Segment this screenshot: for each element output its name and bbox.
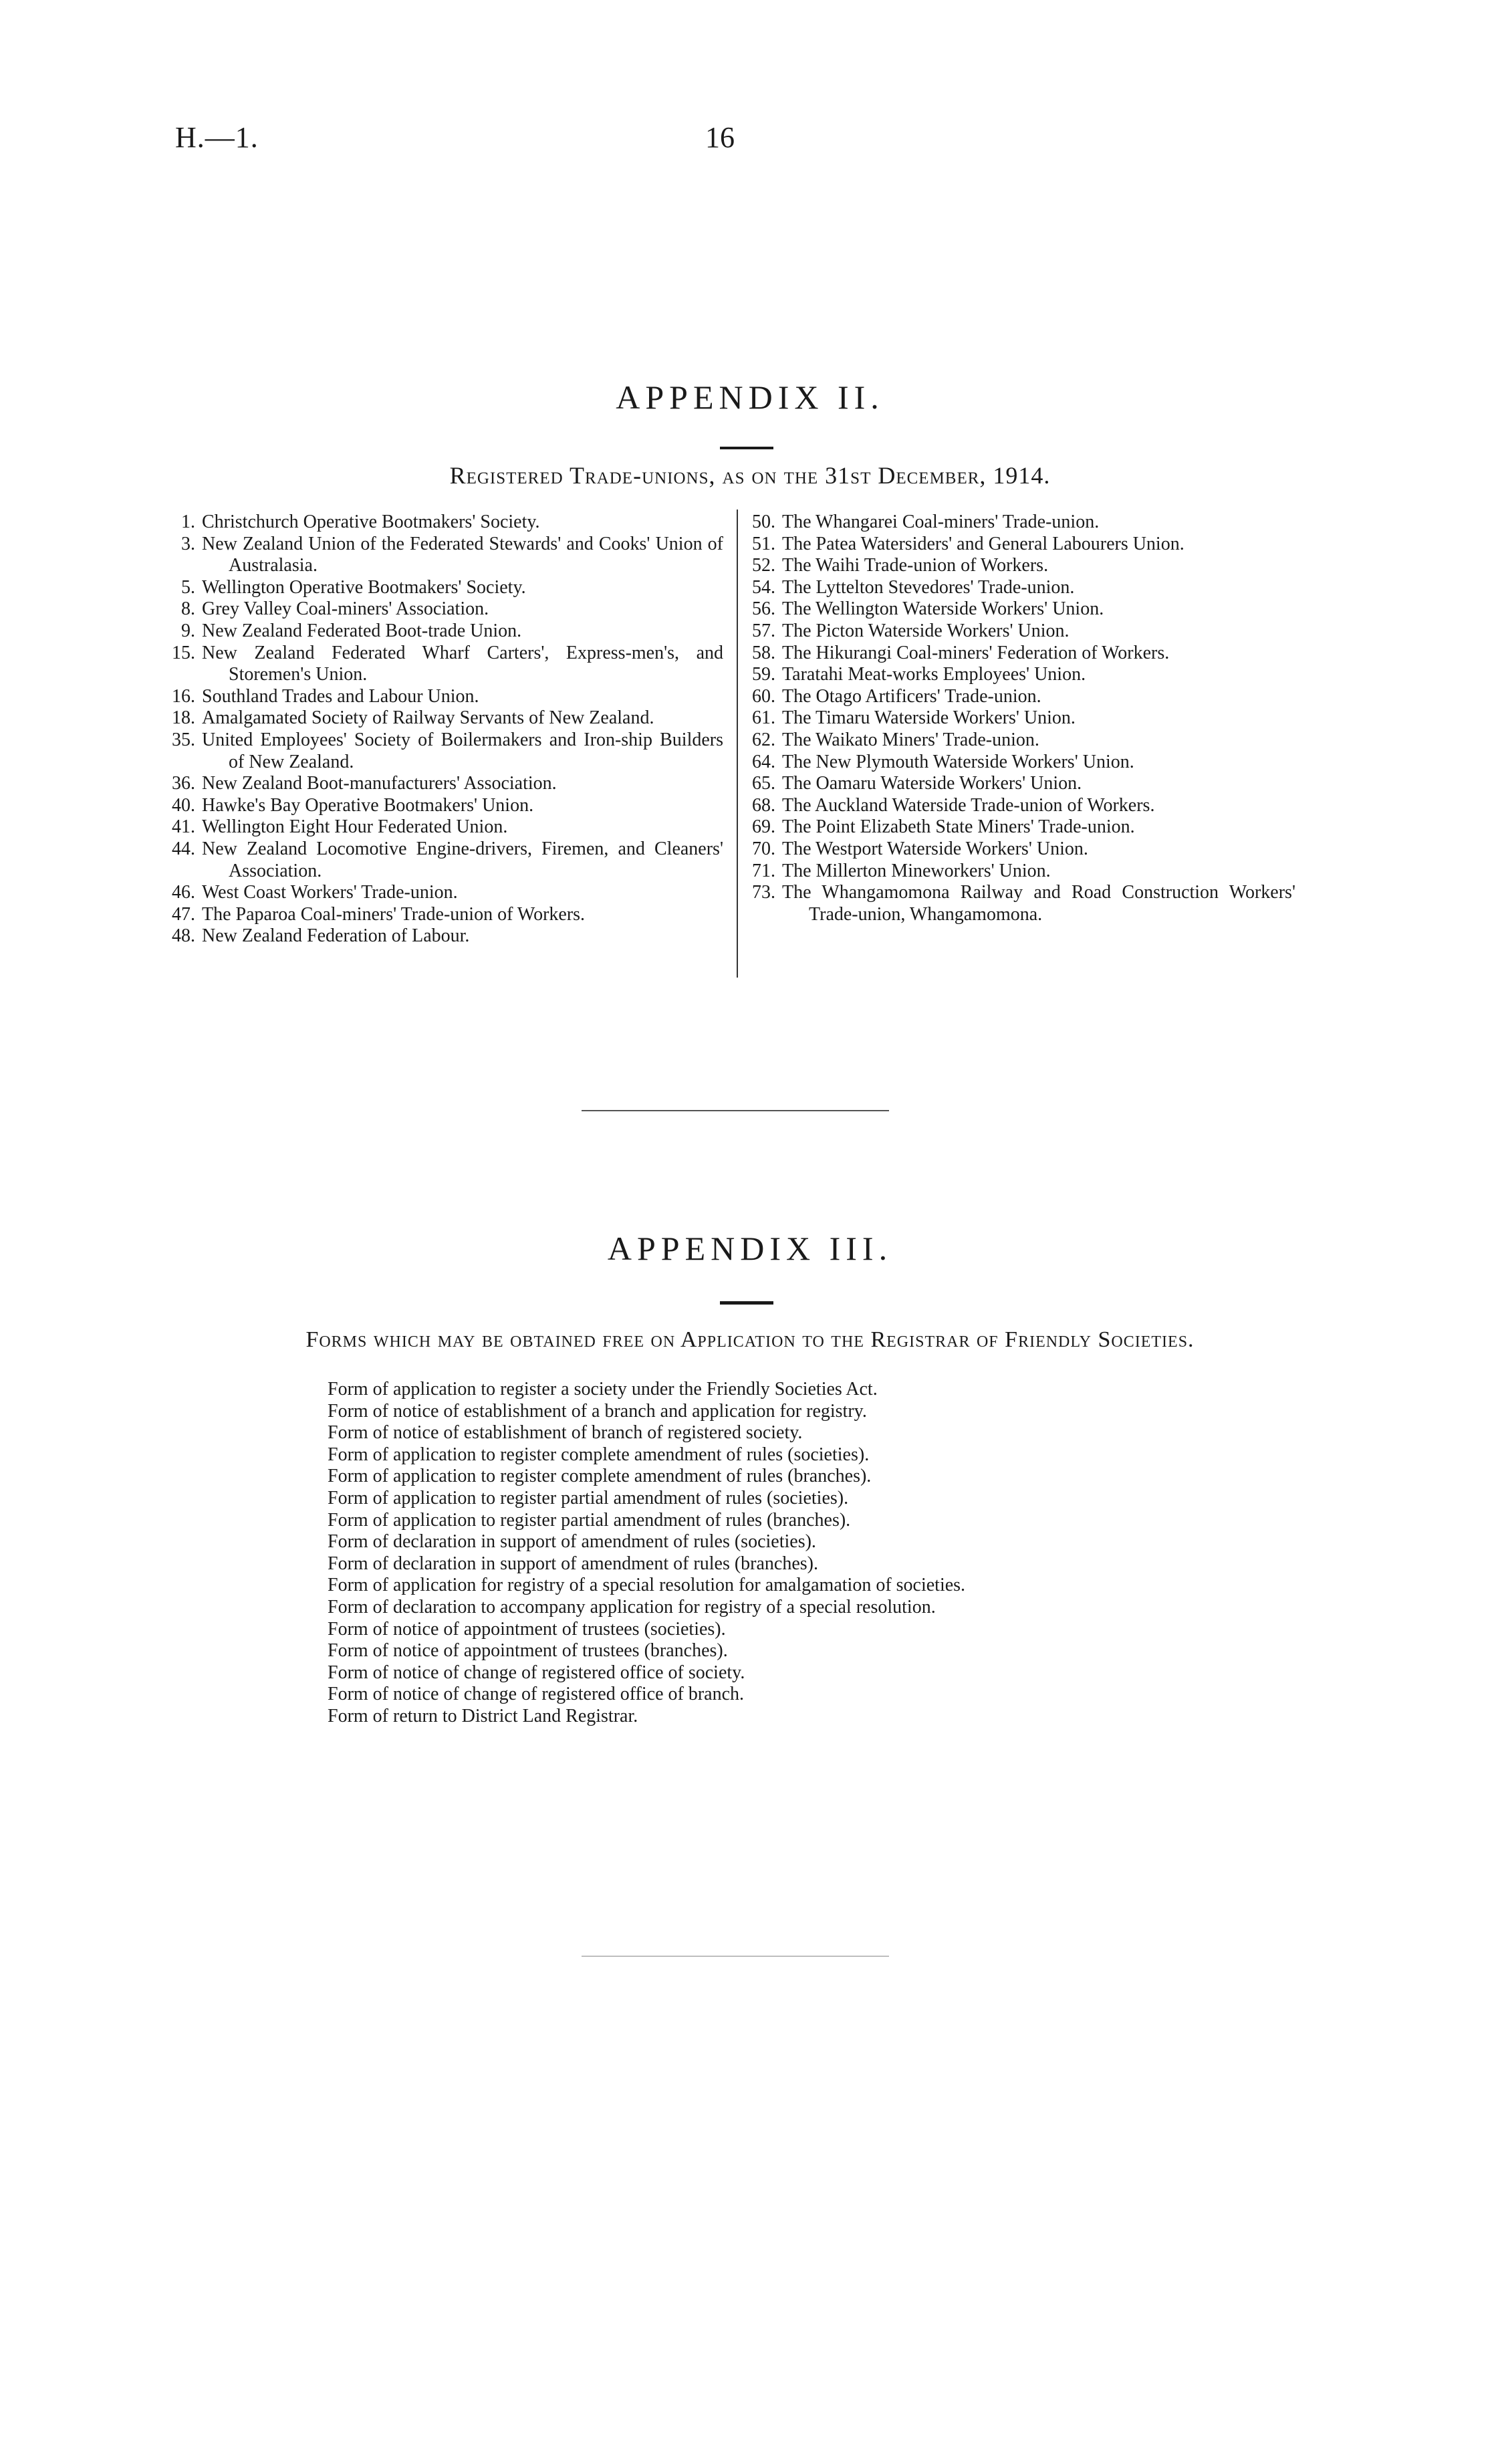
form-item: Form of notice of establishment of a branch and application for registry. <box>328 1400 867 1422</box>
form-item: Form of notice of change of registered office of society. <box>328 1662 745 1683</box>
entry-number: 61. <box>752 707 775 729</box>
trade-union-entry <box>741 773 1295 795</box>
document-code: H.—1. <box>175 121 259 154</box>
trade-union-entry <box>741 534 1295 556</box>
trade-union-entry <box>160 925 723 947</box>
trade-union-entry <box>741 621 1295 643</box>
entry-number: 40. <box>172 794 195 816</box>
page-number: 16 <box>705 121 735 154</box>
trade-union-entry <box>160 882 723 904</box>
trade-union-entry <box>741 577 1295 599</box>
entry-number: 3. <box>181 533 195 554</box>
entry-text: West Coast Workers' Trade-union. <box>202 882 458 903</box>
trade-unions-right-column <box>741 512 1295 925</box>
entry-number: 58. <box>752 642 775 663</box>
column-divider <box>737 510 738 978</box>
entry-number: 44. <box>172 838 195 859</box>
entry-text: New Zealand Union of the Federated Stewards' and Cooks' Union of Australasia. <box>202 533 723 576</box>
entry-number: 56. <box>752 598 775 620</box>
entry-text: The Point Elizabeth State Miners' Trade-union. <box>782 816 1135 838</box>
form-item: Form of application to register complete amendment of rules (branches). <box>328 1466 872 1487</box>
form-item: Form of notice of appointment of trustees (branches). <box>328 1640 728 1662</box>
trade-union-entry <box>741 838 1295 861</box>
entry-text: The Paparoa Coal-miners' Trade-union of Workers. <box>202 903 586 925</box>
trade-union-entry <box>160 512 723 534</box>
entry-text: Wellington Operative Bootmakers' Society. <box>202 576 526 598</box>
entry-text: New Zealand Federated Wharf Carters', Express-men's, and Storemen's Union. <box>202 642 723 685</box>
entry-number: 41. <box>172 816 195 838</box>
trade-union-entry <box>160 643 723 686</box>
entry-text: New Zealand Federation of Labour. <box>202 925 470 947</box>
entry-text: Christchurch Operative Bootmakers' Society. <box>202 512 540 532</box>
trade-union-entry <box>741 795 1295 817</box>
trade-union-entry <box>741 512 1295 534</box>
trade-union-entry <box>741 752 1295 774</box>
trade-union-entry <box>160 707 723 730</box>
trade-union-entry <box>741 816 1295 838</box>
appendix-iii-title: APPENDIX III. <box>607 1230 893 1267</box>
entry-text: The Waikato Miners' Trade-union. <box>782 729 1039 750</box>
entry-number: 64. <box>752 751 775 772</box>
trade-union-entry <box>160 816 723 838</box>
entry-text: The Wellington Waterside Workers' Union. <box>782 598 1104 620</box>
entry-number: 51. <box>752 533 775 554</box>
appendix-iii-subtitle: Forms which may be obtained free on Application to the Registrar of Friendly Societies. <box>305 1327 1195 1352</box>
trade-union-entry <box>741 882 1295 925</box>
entry-number: 46. <box>172 882 195 903</box>
trade-union-entry <box>160 904 723 926</box>
form-item: Form of return to District Land Registrar. <box>328 1705 638 1726</box>
trade-union-entry <box>160 773 723 795</box>
forms-list <box>328 1379 1263 1728</box>
entry-number: 1. <box>181 512 195 532</box>
entry-number: 52. <box>752 555 775 576</box>
entry-number: 5. <box>181 576 195 598</box>
entry-text: Hawke's Bay Operative Bootmakers' Union. <box>202 794 534 816</box>
entry-text: New Zealand Federated Boot-trade Union. <box>202 620 522 641</box>
entry-text: Wellington Eight Hour Federated Union. <box>202 816 508 838</box>
entry-text: New Zealand Locomotive Engine-drivers, Firemen, and Cleaners' Association. <box>202 838 723 881</box>
trade-union-entry <box>741 643 1295 665</box>
form-item: Form of notice of appointment of trustees (societies). <box>328 1618 726 1640</box>
trade-union-entry <box>741 686 1295 708</box>
section-separator <box>582 1110 889 1111</box>
trade-union-entry <box>741 664 1295 686</box>
entry-text: The Whangarei Coal-miners' Trade-union. <box>782 512 1100 532</box>
trade-union-entry <box>741 598 1295 621</box>
entry-number: 65. <box>752 773 775 794</box>
entry-number: 62. <box>752 729 775 750</box>
entry-text: Amalgamated Society of Railway Servants of New Zealand. <box>202 707 654 729</box>
entry-text: The Auckland Waterside Trade-union of Workers. <box>782 794 1155 816</box>
entry-text: Grey Valley Coal-miners' Association. <box>202 598 489 620</box>
form-item: Form of application to register partial amendment of rules (branches). <box>328 1509 851 1531</box>
entry-text: The Westport Waterside Workers' Union. <box>782 838 1088 859</box>
trade-union-entry <box>160 621 723 643</box>
trade-union-entry <box>160 686 723 708</box>
entry-number: 35. <box>172 729 195 750</box>
entry-text: The Whangamomona Railway and Road Construction Workers' Trade-union, Whangamomona. <box>782 882 1295 925</box>
form-item: Form of application to register a society under the Friendly Societies Act. <box>328 1379 878 1399</box>
entry-text: New Zealand Boot-manufacturers' Association. <box>202 773 557 794</box>
entry-text: The Oamaru Waterside Workers' Union. <box>782 773 1082 794</box>
entry-text: The Otago Artificers' Trade-union. <box>782 685 1041 707</box>
trade-union-entry <box>160 534 723 577</box>
form-item: Form of application to register complete amendment of rules (societies). <box>328 1444 870 1465</box>
form-item: Form of application to register partial amendment of rules (societies). <box>328 1487 849 1508</box>
entry-number: 70. <box>752 838 775 859</box>
entry-text: The Patea Watersiders' and General Labourers Union. <box>782 533 1184 554</box>
entry-number: 16. <box>172 685 195 707</box>
entry-number: 71. <box>752 860 775 881</box>
entry-text: Southland Trades and Labour Union. <box>202 685 479 707</box>
entry-number: 59. <box>752 664 775 685</box>
entry-text: The New Plymouth Waterside Workers' Union. <box>782 751 1134 772</box>
trade-union-entry <box>741 555 1295 577</box>
entry-number: 48. <box>172 925 195 947</box>
entry-number: 8. <box>181 598 195 620</box>
entry-number: 50. <box>752 512 775 532</box>
entry-number: 54. <box>752 576 775 598</box>
entry-number: 73. <box>752 882 775 903</box>
entry-text: The Timaru Waterside Workers' Union. <box>782 707 1076 729</box>
entry-text: United Employees' Society of Boilermakers and Iron-ship Builders of New Zealand. <box>202 729 723 772</box>
trade-union-entry <box>160 730 723 773</box>
entry-text: The Picton Waterside Workers' Union. <box>782 620 1070 641</box>
trade-union-entry <box>160 838 723 882</box>
entry-number: 69. <box>752 816 775 838</box>
entry-number: 9. <box>181 620 195 641</box>
form-item: Form of application for registry of a special resolution for amalgamation of societies. <box>328 1575 966 1596</box>
entry-number: 18. <box>172 707 195 729</box>
entry-number: 68. <box>752 794 775 816</box>
entry-text: Taratahi Meat-works Employees' Union. <box>782 664 1086 685</box>
form-item: Form of declaration to accompany application for registry of a special resolution. <box>328 1596 936 1617</box>
trade-union-entry <box>160 598 723 621</box>
title-rule-2 <box>720 1301 773 1305</box>
entry-number: 15. <box>172 642 195 663</box>
trade-union-entry <box>741 707 1295 730</box>
trade-union-entry <box>741 730 1295 752</box>
trade-union-entry <box>160 795 723 817</box>
entry-number: 60. <box>752 685 775 707</box>
entry-number: 47. <box>172 903 195 925</box>
appendix-ii-title: APPENDIX II. <box>616 378 884 416</box>
entry-number: 36. <box>172 773 195 794</box>
entry-text: The Lyttelton Stevedores' Trade-union. <box>782 576 1075 598</box>
entry-text: The Waihi Trade-union of Workers. <box>782 555 1049 576</box>
entry-text: The Millerton Mineworkers' Union. <box>782 860 1051 881</box>
title-rule <box>720 447 773 449</box>
form-item: Form of declaration in support of amendment of rules (societies). <box>328 1531 816 1553</box>
form-item: Form of notice of establishment of branch of registered society. <box>328 1422 803 1444</box>
trade-unions-left-column <box>160 512 723 947</box>
form-item: Form of notice of change of registered office of branch. <box>328 1684 745 1705</box>
form-item: Form of declaration in support of amendment of rules (branches). <box>328 1553 819 1574</box>
trade-union-entry <box>741 861 1295 883</box>
entry-number: 57. <box>752 620 775 641</box>
entry-text: The Hikurangi Coal-miners' Federation of Workers. <box>782 642 1170 663</box>
appendix-ii-subtitle: Registered Trade-unions, as on the 31st December, 1914. <box>449 462 1051 489</box>
trade-union-entry <box>160 577 723 599</box>
